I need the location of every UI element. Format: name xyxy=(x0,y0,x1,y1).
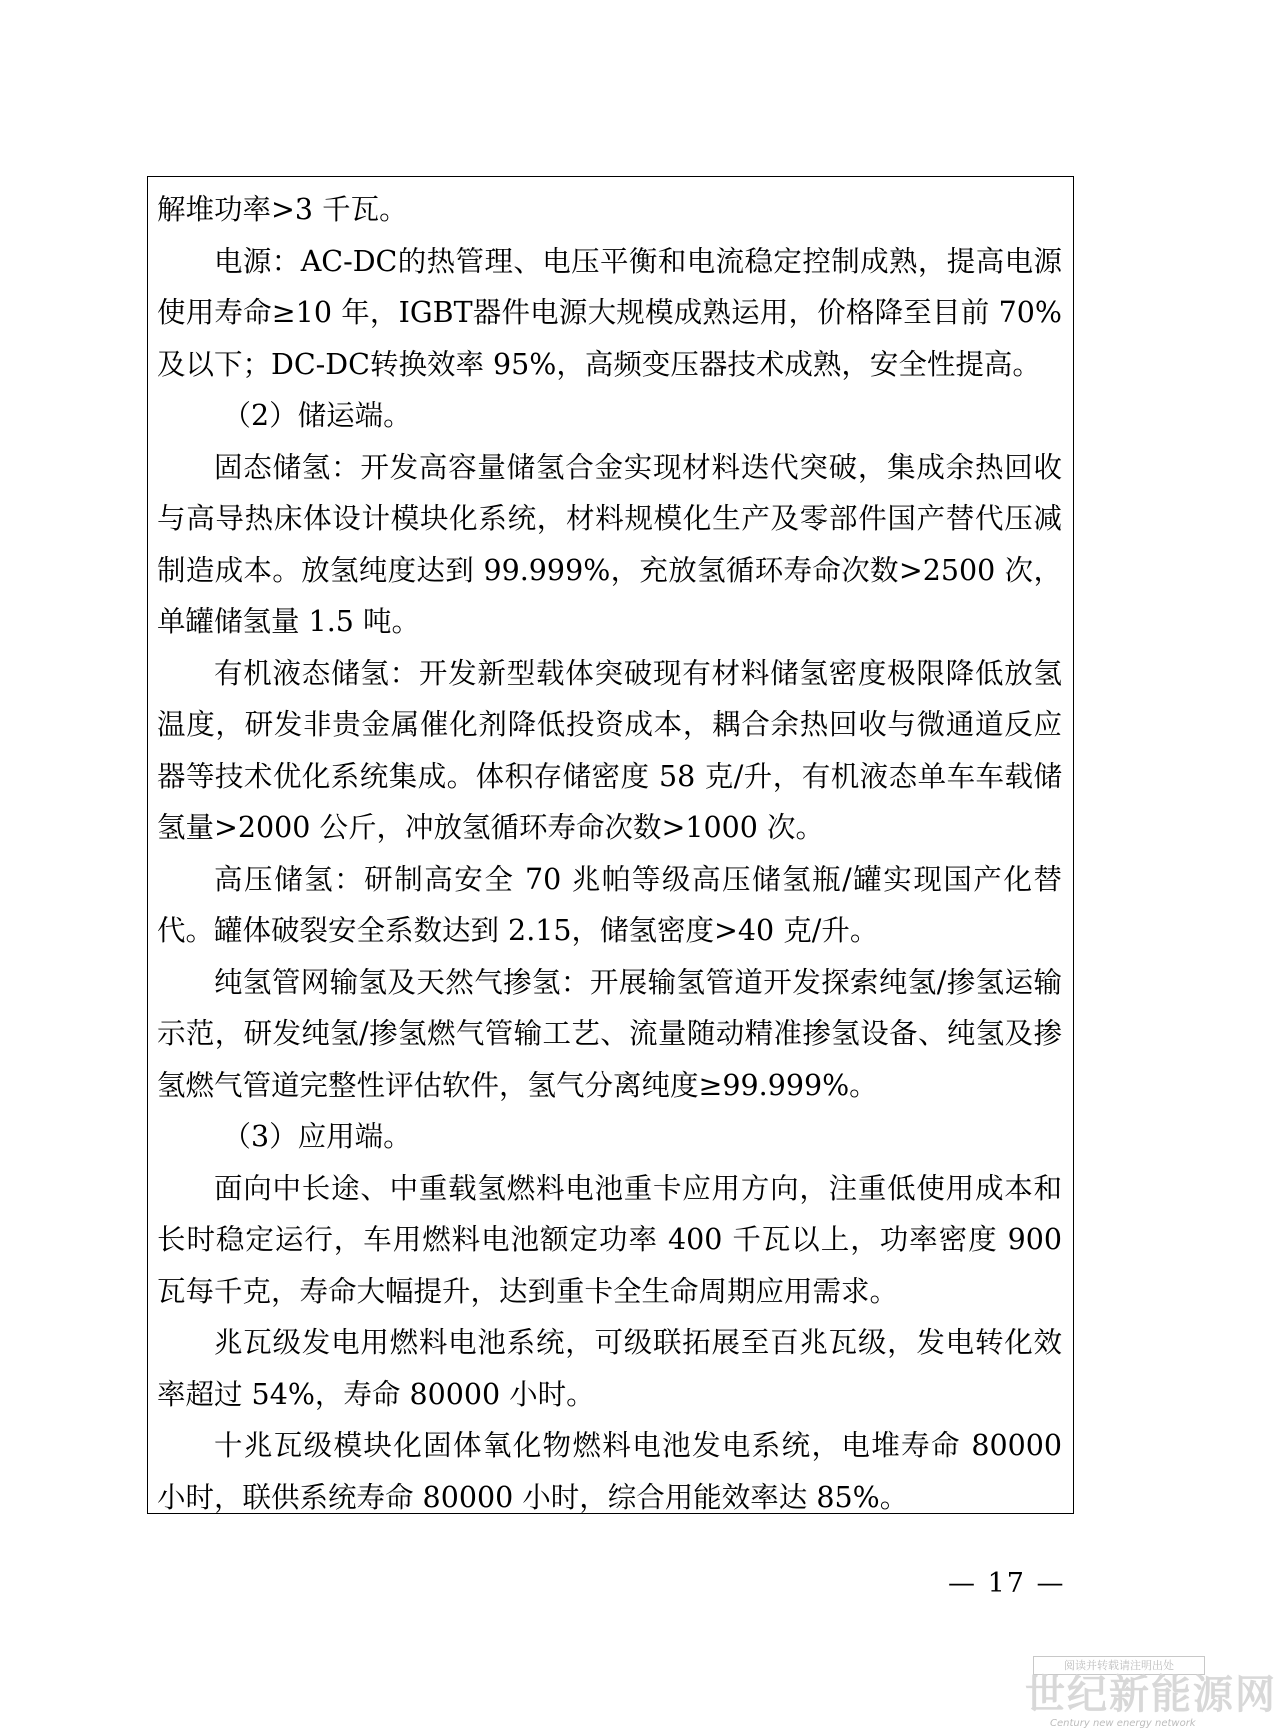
paragraph: 固态储氢：开发高容量储氢合金实现材料迭代突破，集成余热回收与高导热床体设计模块化系统，材料规模化生产及零部件国产替代压减制造成本。放氢纯度达到 99.999%，充放氢循环寿命次数>2500 次，单罐储氢量 1.5 吨。 xyxy=(157,450,1062,638)
watermark-logo: 世纪新能源网 xyxy=(1025,1671,1277,1718)
watermark-subtitle: Century new energy network xyxy=(1050,1718,1196,1729)
document-body xyxy=(157,184,1062,1523)
paragraph: 解堆功率>3 千瓦。 xyxy=(157,193,408,226)
section-heading-storage: （2）储运端。 xyxy=(222,399,412,432)
section-heading-application: （3）应用端。 xyxy=(222,1120,412,1153)
page-number: — 17 — xyxy=(948,1568,1066,1599)
paragraph: 兆瓦级发电用燃料电池系统，可级联拓展至百兆瓦级，发电转化效率超过 54%，寿命 80000 小时。 xyxy=(157,1326,1062,1411)
paragraph: 十兆瓦级模块化固体氧化物燃料电池发电系统，电堆寿命 80000 小时，联供系统寿命 80000 小时，综合用能效率达 85%。 xyxy=(157,1429,1062,1514)
paragraph: 有机液态储氢：开发新型载体突破现有材料储氢密度极限降低放氢温度，研发非贵金属催化剂降低投资成本，耦合余热回收与微通道反应器等技术优化系统集成。体积存储密度 58 克/升，有机液态单车车载储氢量>2000 公斤，冲放氢循环寿命次数>1000 次。 xyxy=(157,656,1062,844)
paragraph: 面向中长途、中重载氢燃料电池重卡应用方向，注重低使用成本和长时稳定运行，车用燃料电池额定功率 400 千瓦以上，功率密度 900 瓦每千克，寿命大幅提升，达到重卡全生命周期应用需求。 xyxy=(157,1171,1062,1308)
watermark-caption: 阅读并转载请注明出处 xyxy=(1033,1656,1205,1675)
paragraph: 电源：AC-DC的热管理、电压平衡和电流稳定控制成熟，提高电源使用寿命≥10 年，IGBT器件电源大规模成熟运用，价格降至目前 70%及以下；DC-DC转换效率 95%，高频变压器技术成熟，安全性提高。 xyxy=(157,244,1062,381)
paragraph: 高压储氢：研制高安全 70 兆帕等级高压储氢瓶/罐实现国产化替代。罐体破裂安全系数达到 2.15，储氢密度>40 克/升。 xyxy=(157,862,1062,947)
paragraph: 纯氢管网输氢及天然气掺氢：开展输氢管道开发探索纯氢/掺氢运输示范，研发纯氢/掺氢燃气管输工艺、流量随动精准掺氢设备、纯氢及掺氢燃气管道完整性评估软件，氢气分离纯度≥99.999%。 xyxy=(157,965,1062,1102)
